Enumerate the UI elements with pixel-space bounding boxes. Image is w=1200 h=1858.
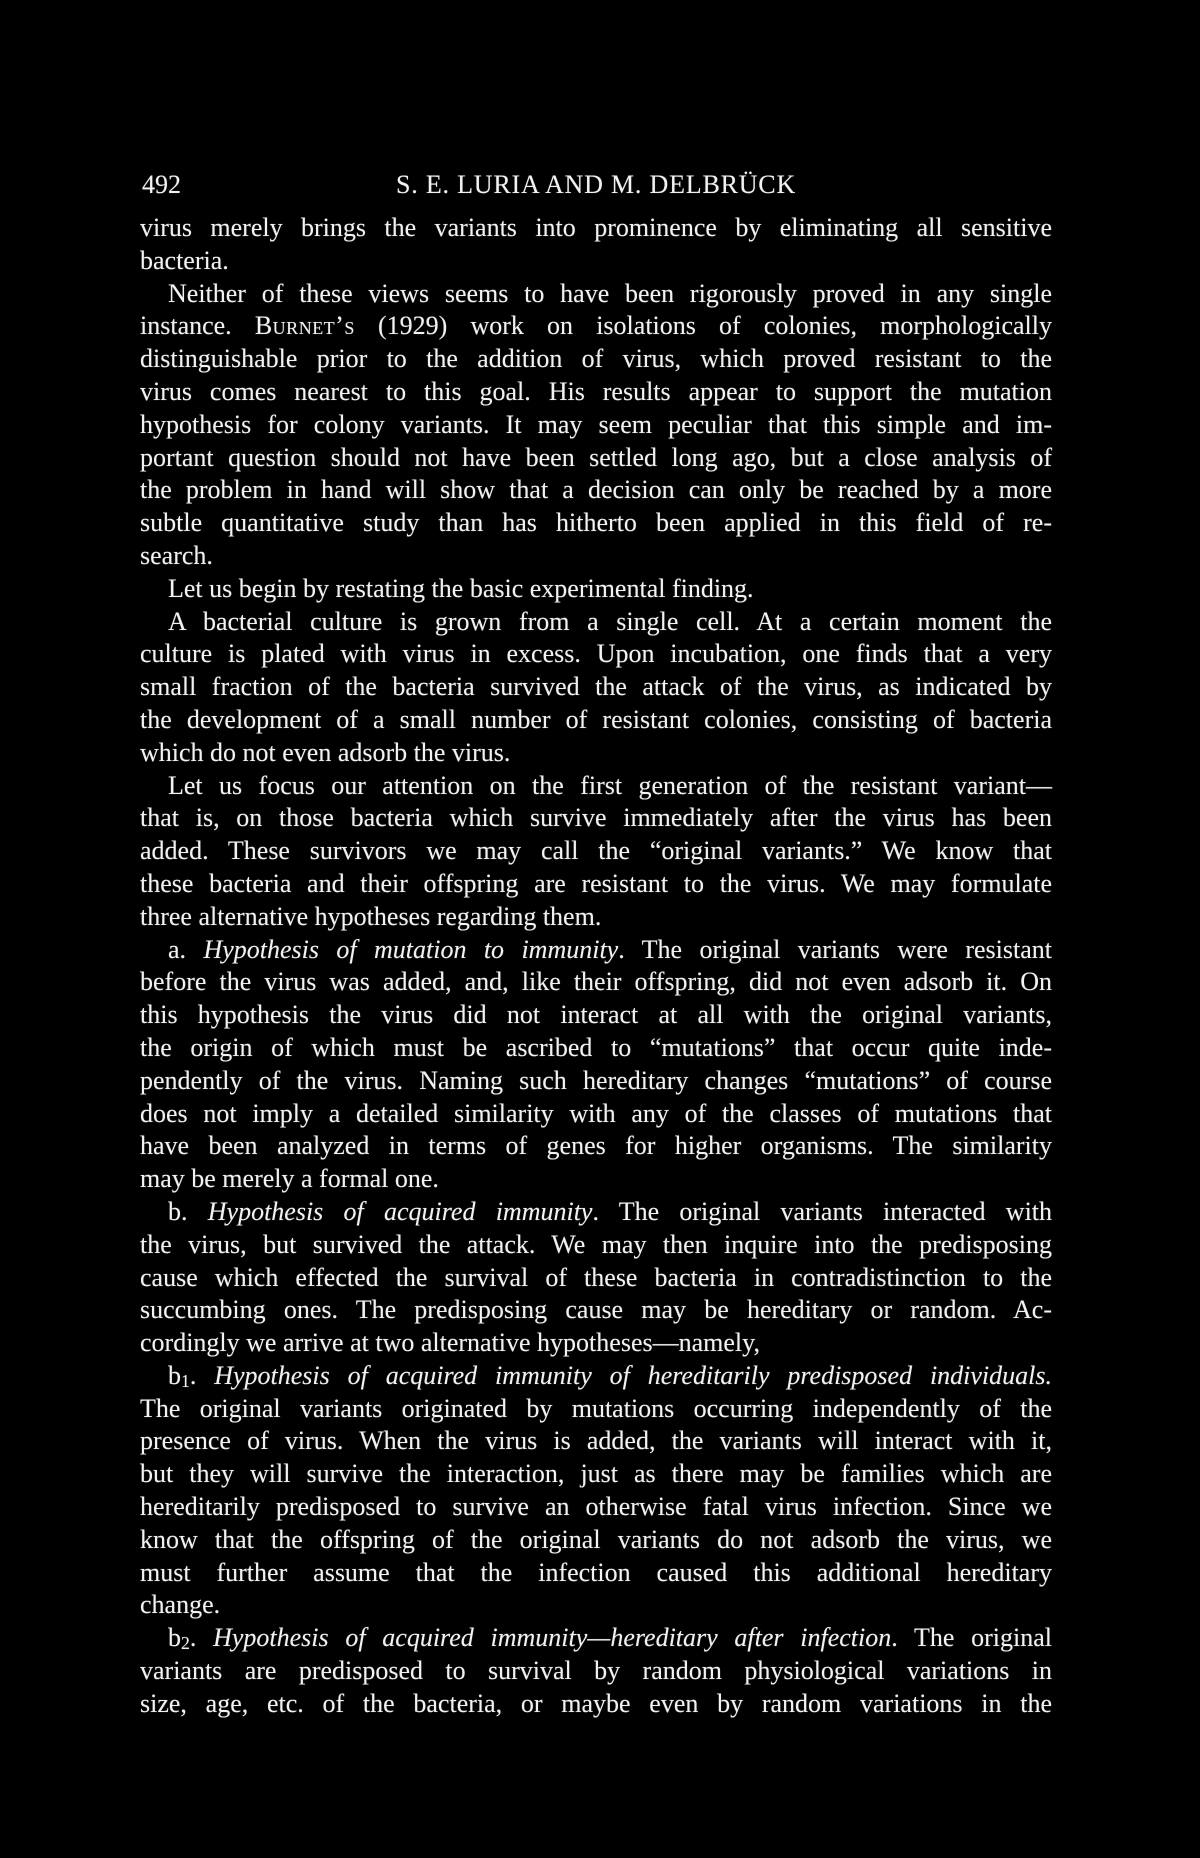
text-segment: may be merely a formal one. [140,1164,439,1194]
text-segment: Neither of these views seems to have been rigorously proved in any single [168,278,1052,308]
text-segment: instance. [140,311,255,341]
text-segment: which do not even adsorb the virus. [140,737,511,767]
text-line [140,212,1052,245]
text-line [140,245,1052,278]
text-segment: three alternative hypotheses regarding them. [140,901,602,931]
text-segment: know that the offspring of the original variants do not adsorb the virus, we [140,1524,1052,1554]
text-line [140,1458,1052,1491]
text-line [140,1622,1052,1655]
text-line [140,770,1052,803]
text-segment: but they will survive the interaction, just as there may be families which are [140,1459,1052,1489]
text-segment: Let us focus our attention on the first generation of the resistant variant— [168,770,1052,800]
text-segment: . [189,1360,215,1390]
text-line [140,835,1052,868]
italic-text: Hypothesis of acquired immunity of hereditarily predisposed individuals. [214,1360,1053,1390]
text-segment: before the virus was added, and, like their offspring, did not even adsorb it. On [140,967,1052,997]
text-line [140,507,1052,540]
text-line [140,901,1052,934]
italic-text: Hypothesis of acquired immunity [207,1196,593,1226]
text-line [140,1425,1052,1458]
text-segment: succumbing ones. The predisposing cause may be hereditary or random. Ac- [140,1295,1052,1325]
text-segment: . The original [891,1623,1053,1653]
text-line [140,310,1052,343]
text-segment: cordingly we arrive at two alternative hypotheses—namely, [140,1328,760,1358]
text-segment: presence of virus. When the virus is added, the variants will interact with it, [140,1426,1052,1456]
text-segment: portant question should not have been settled long ago, but a close analysis of [140,442,1052,472]
text-segment: virus merely brings the variants into prominence by eliminating all sensitive [140,213,1052,242]
text-segment: Let us begin by restating the basic experimental finding. [168,573,754,603]
text-segment: a. [168,934,204,964]
text-segment: the development of a small number of resistant colonies, consisting of bacteria [140,704,1052,734]
text-line [140,442,1052,475]
text-segment: must further assume that the infection caused this additional hereditary [140,1557,1052,1587]
text-segment: have been analyzed in terms of genes for higher organisms. The similarity [140,1131,1052,1161]
text-segment: these bacteria and their offspring are resistant to the virus. We may formulate [140,868,1052,898]
text-segment: . [189,1623,214,1653]
text-segment: subtle quantitative study than has hitherto been applied in this field of re- [140,508,1052,538]
subscript-text: 2 [181,1633,190,1654]
text-segment: small fraction of the bacteria survived the attack of the virus, as indicated by [140,672,1052,702]
text-line [140,1065,1052,1098]
text-line [140,802,1052,835]
text-segment: the problem in hand will show that a decision can only be reached by a more [140,475,1052,505]
text-segment: that is, on those bacteria which survive immediately after the virus has been [140,803,1052,833]
text-segment: (1929) work on isolations of colonies, morphologically [354,311,1052,341]
text-line [140,638,1052,671]
text-segment: variants are predisposed to survival by random physiological variations in [140,1656,1052,1686]
text-line [140,737,1052,770]
text-line [140,573,1052,606]
text-segment: . The original variants interacted with [592,1196,1053,1226]
text-line [140,1163,1052,1196]
text-line [140,1360,1052,1393]
body-text [140,212,1052,1721]
text-segment: this hypothesis the virus did not interact at all with the original variants, [140,1000,1052,1030]
text-line [140,409,1052,442]
text-line [140,376,1052,409]
text-segment: b. [168,1196,208,1226]
text-line [140,1294,1052,1327]
text-line [140,1229,1052,1262]
text-segment: cause which effected the survival of these bacteria in contradistinction to the [140,1262,1052,1292]
text-line [140,671,1052,704]
text-line [140,1196,1052,1229]
text-segment: change. [140,1590,221,1620]
text-segment: the origin of which must be ascribed to “mutations” that occur quite inde- [140,1032,1052,1062]
text-line [140,999,1052,1032]
text-line [140,966,1052,999]
text-segment: pendently of the virus. Naming such hereditary changes “mutations” of course [140,1065,1052,1095]
text-segment: search. [140,540,213,570]
text-segment: . The original variants were resistant [618,934,1052,964]
text-line [140,704,1052,737]
text-line [140,474,1052,507]
text-line [140,1130,1052,1163]
text-line [140,540,1052,573]
text-segment: bacteria. [140,245,229,275]
subscript-text: 1 [181,1371,190,1392]
text-line [140,1557,1052,1590]
text-segment: distinguishable prior to the addition of virus, which proved resistant to the [140,344,1052,374]
text-line [140,1589,1052,1622]
running-title: S. E. LURIA AND M. DELBRÜCK [395,170,797,199]
text-segment: the virus, but survived the attack. We may then inquire into the predisposing [140,1229,1052,1259]
text-segment: added. These survivors we may call the “original variants.” We know that [140,836,1052,866]
text-segment: A bacterial culture is grown from a single cell. At a certain moment the [168,606,1052,636]
italic-text: Hypothesis of acquired immunity—hereditary after infection [213,1623,892,1653]
text-line [140,1688,1052,1721]
text-line [140,1262,1052,1295]
text-line [140,1491,1052,1524]
text-line [140,343,1052,376]
text-segment: hypothesis for colony variants. It may seem peculiar that this simple and im- [140,409,1052,439]
text-line [140,1524,1052,1557]
text-line [140,1098,1052,1131]
text-line [140,606,1052,639]
text-line [140,868,1052,901]
text-segment: culture is plated with virus in excess. Upon incubation, one finds that a very [140,639,1052,669]
page-header [140,168,1052,201]
text-segment: virus comes nearest to this goal. His results appear to support the mutation [140,376,1052,406]
text-line [140,1327,1052,1360]
text-segment: size, age, etc. of the bacteria, or maybe even by random variations in the [140,1688,1052,1718]
text-segment: hereditarily predisposed to survive an otherwise fatal virus infection. Since we [140,1492,1052,1522]
text-segment: does not imply a detailed similarity with any of the classes of mutations that [140,1098,1052,1128]
page-number: 492 [142,170,181,199]
text-segment: The original variants originated by mutations occurring independently of the [140,1393,1052,1423]
text-segment: b [168,1623,181,1653]
italic-text: Hypothesis of mutation to immunity [203,934,619,964]
text-line [140,1655,1052,1688]
smallcaps-text: Burnet’s [254,311,355,341]
text-line [140,934,1052,967]
text-line [140,1032,1052,1065]
text-line [140,1393,1052,1426]
text-line [140,278,1052,311]
text-segment: b [168,1360,181,1390]
